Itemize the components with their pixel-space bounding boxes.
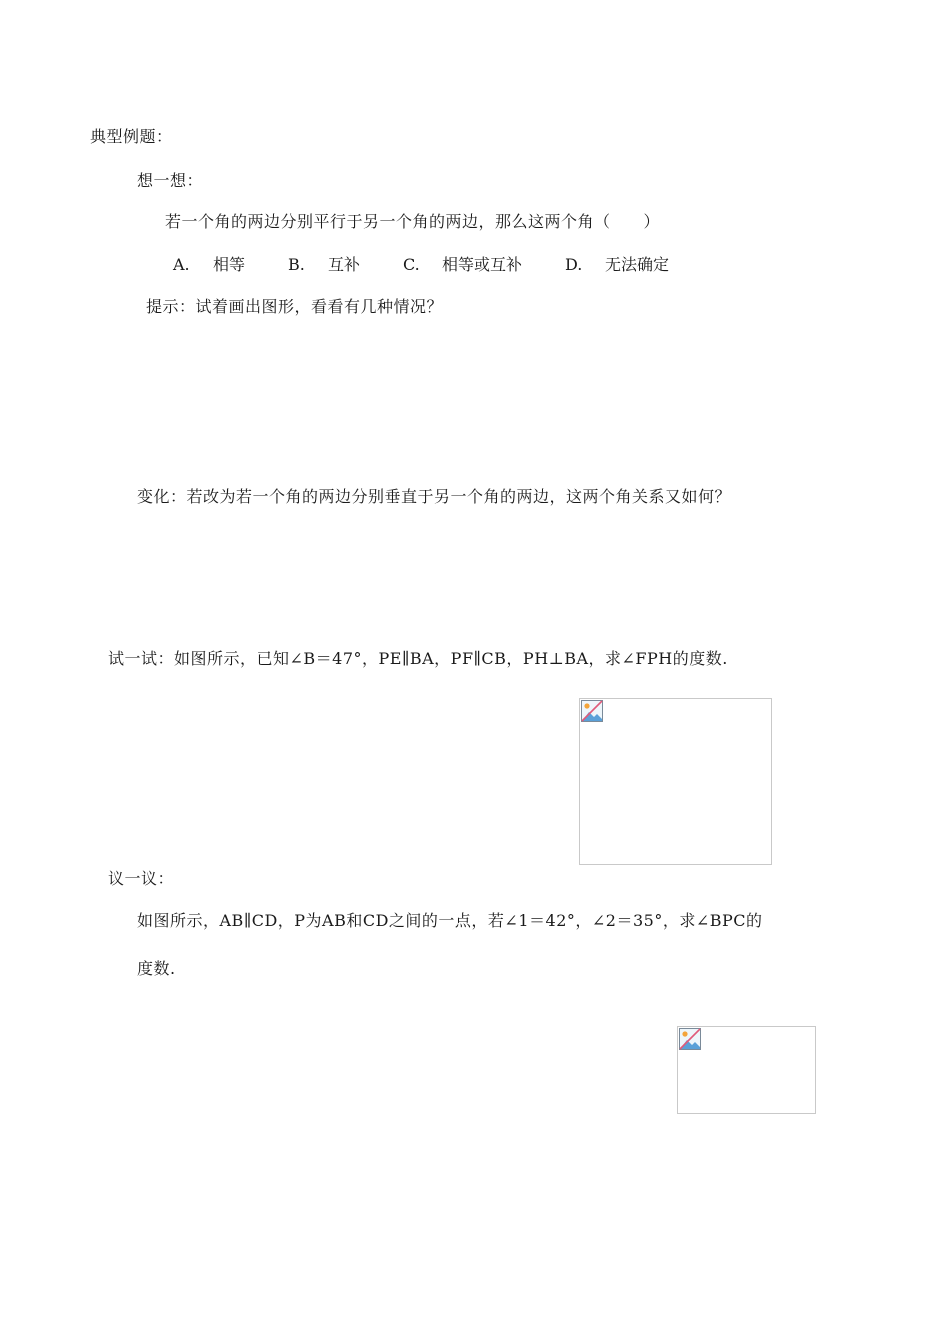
think-heading: 想一想： <box>137 171 204 190</box>
try-question: 试一试：如图所示，已知∠B＝47°，PE∥BA，PF∥CB，PH⊥BA，求∠FPH的度数. <box>108 649 728 668</box>
discuss-heading: 议一议： <box>108 869 175 888</box>
option-d-text: 无法确定 <box>605 255 670 274</box>
option-c-letter: C. <box>403 255 420 274</box>
broken-image-icon <box>679 1028 701 1050</box>
figure-2-placeholder <box>677 1026 816 1114</box>
option-a-text: 相等 <box>213 255 246 274</box>
figure-1-placeholder <box>579 698 772 865</box>
option-a-letter: A. <box>173 255 190 274</box>
variation-question: 变化：若改为若一个角的两边分别垂直于另一个角的两边，这两个角关系又如何？ <box>137 487 732 506</box>
option-b-text: 互补 <box>328 255 361 274</box>
option-d-letter: D. <box>565 255 583 274</box>
think-question: 若一个角的两边分别平行于另一个角的两边，那么这两个角（ ） <box>165 212 661 231</box>
hint-text: 提示：试着画出图形，看看有几种情况？ <box>146 297 444 316</box>
discuss-question-line2: 度数. <box>137 959 176 978</box>
option-b-letter: B. <box>288 255 305 274</box>
broken-image-icon <box>581 700 603 722</box>
section-title: 典型例题： <box>90 127 173 146</box>
option-c-text: 相等或互补 <box>442 255 523 274</box>
discuss-question-line1: 如图所示，AB∥CD，P为AB和CD之间的一点，若∠1＝42°，∠2＝35°，求∠BPC的 <box>137 911 763 930</box>
